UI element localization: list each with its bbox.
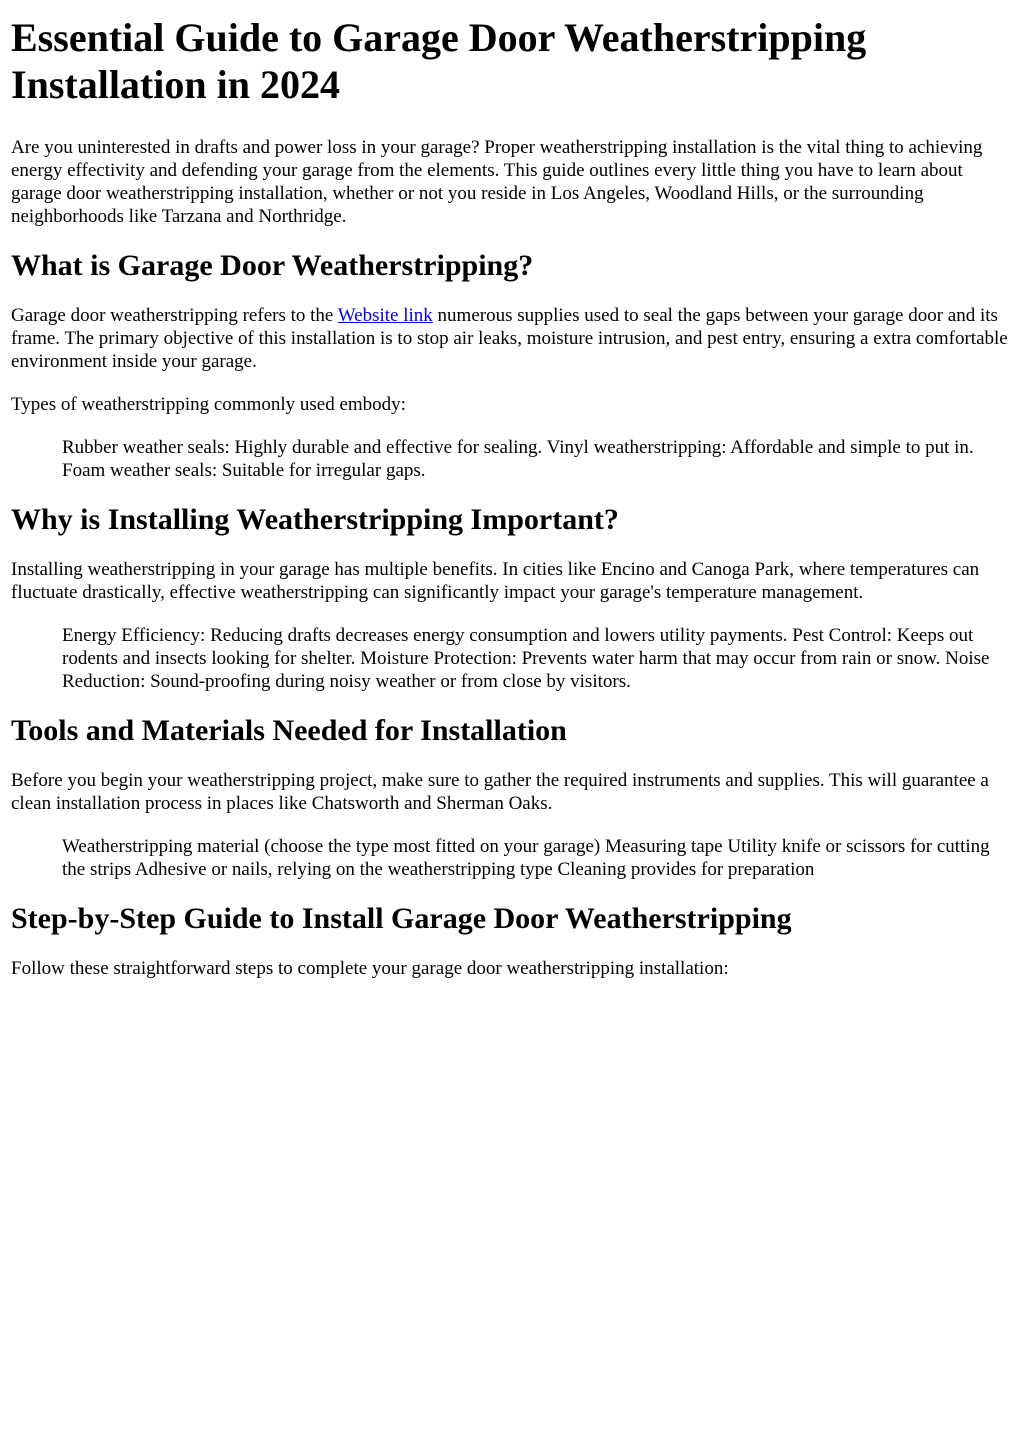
types-intro-paragraph: Types of weatherstripping commonly used embody: [11,394,406,415]
section-heading-tools: Tools and Materials Needed for Installation [11,714,567,747]
what-is-text-after-link: numerous supplies used to seal the gaps between your garage door and its frame. The primary objective of this installation is to stop air leaks, moisture intrusion, and pest entry, ensuring a extra comfortable environment inside your garage. [11,305,1008,372]
intro-paragraph: Are you uninterested in drafts and power loss in your garage? Proper weatherstripping installation is the vital thing to achieving energy effectivity and defending your garage from the elements. This guide outlines every little thing you have to learn about garage door weatherstripping installation, whether or not you reside in Los Angeles, Woodland Hills, or the surrounding neighborhoods like Tarzana and Northridge. [11,137,983,227]
website-link[interactable]: Website link [337,305,433,326]
tools-paragraph: Before you begin your weatherstripping project, make sure to gather the required instruments and supplies. This will guarantee a clean installation process in places like Chatsworth and Sherman Oaks. [11,770,989,814]
tools-quote: Weatherstripping material (choose the type most fitted on your garage) Measuring tape Utility knife or scissors for cutting the strips Adhesive or nails, relying on the weatherstripping type Cleaning provides for preparation [62,836,990,880]
section-heading-what-is: What is Garage Door Weatherstripping? [11,249,534,282]
why-important-paragraph: Installing weatherstripping in your garage has multiple benefits. In cities like Encino and Canoga Park, where temperatures can fluctuate drastically, effective weatherstripping can significantly impact your garage's temperature management. [11,559,980,603]
page-title: Essential Guide to Garage Door Weatherstripping Installation in 2024 [11,15,867,107]
step-by-step-paragraph: Follow these straightforward steps to complete your garage door weatherstripping installation: [11,958,729,979]
types-quote: Rubber weather seals: Highly durable and effective for sealing. Vinyl weatherstripping: Affordable and simple to put in. Foam weather seals: Suitable for irregular gaps. [62,437,974,481]
section-heading-why-important: Why is Installing Weatherstripping Important? [11,503,619,536]
what-is-text-before-link: Garage door weatherstripping refers to the [11,305,338,326]
section-heading-step-by-step: Step-by-Step Guide to Install Garage Door Weatherstripping [11,902,792,935]
benefits-quote: Energy Efficiency: Reducing drafts decreases energy consumption and lowers utility payments. Pest Control: Keeps out rodents and insects looking for shelter. Moisture Protection: Prevents water harm that may occur from rain or snow. Noise Reduction: Sound-proofing during noisy weather or from close by visitors. [62,625,990,692]
what-is-paragraph [11,304,1014,373]
